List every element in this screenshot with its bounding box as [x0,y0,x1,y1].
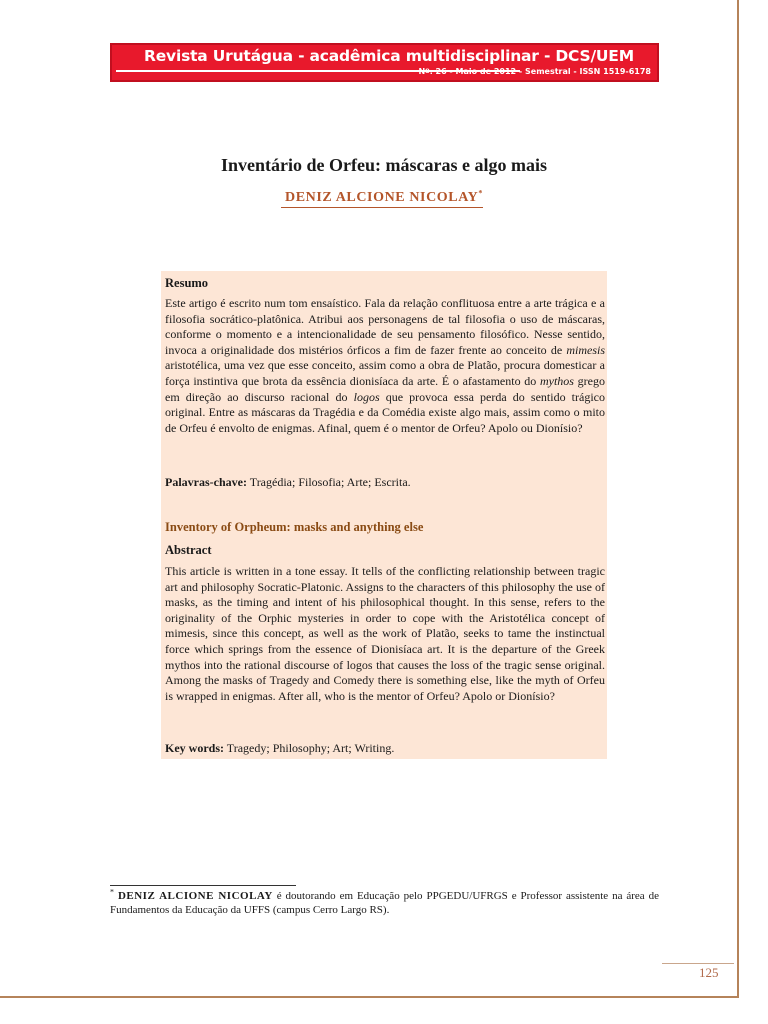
abstract-keywords-label: Key words: [165,741,224,755]
author-underline [281,207,483,208]
abstract-keywords [165,741,394,756]
english-title: Inventory of Orpheum: masks and anything else [165,520,424,534]
resumo-keywords [165,475,411,490]
abstract-body: This article is written in a tone essay. It tells of the conflicting relationship between tragic art and philosophy Socratic-Platonic. Assigns to the characters of this philosophy the use of masks, as the timing and intent of his philosophical thought. In this sense, refers to the originality of the Orphic mysteries in order to cope with the Aristotélica concept of mimesis, since this concept, as well as the work of Platão, seeks to tame the instinctual force which springs from the essence of Dionisíaca art. It is the departure of the Greek mythos into the rational discourse of logos that causes the loss of the tragic sense original. Among the masks of Tragedy and Comedy there is something else, like the myth of Orfeu is wrapped in enigmas. After all, who is the mentor of Orfeu? Apolo or Dionísio? [165,564,605,703]
article-title: Inventário de Orfeu: máscaras e algo mais [221,155,547,175]
resumo-keywords-value: Tragédia; Filosofia; Arte; Escrita. [249,475,411,489]
page-border-bottom [0,996,739,998]
resumo-keywords-label: Palavras-chave: [165,475,247,489]
resumo-body: Este artigo é escrito num tom ensaístico. Fala da relação conflituosa entre a arte trágica e a filosofia socrático-platônica. Atribui aos personagens de tal filosofia o uso de máscaras, conforme o momento e a intencionalidade de seu pensamento filosófico. Nesse sentido, invoca a originalidade dos mistérios órficos a fim de fazer frente ao conceito de mimesis aristotélica, uma vez que esse conceito, assim como a obra de Platão, procura domesticar a força instintiva que brota da essência dionisíaca da arte. É o afastamento do mythos grego em direção ao discurso racional do logos que provoca essa perda do sentido trágico original. Entre as máscaras da Tragédia e da Comédia existe algo mais, assim como o mito de Orfeu é envolto de enigmas. Afinal, quem é o mentor de Orfeu? Apolo ou Dionísio? [165,296,606,435]
author-footnote-mark: * [478,188,483,198]
footnote-author: DENIZ ALCIONE NICOLAY [117,890,273,902]
footnote-rule [110,885,296,886]
author-name-text: DENIZ ALCIONE NICOLAY [285,190,479,205]
footnote-text: é doutorando em Educação pelo PPGEDU/UFRGS e Professor assistente na área de Fundamentos da Educação da UFFS (campus Cerro Largo RS). [110,890,660,916]
abstract-heading: Abstract [165,543,212,557]
page-border-right [737,0,739,998]
footnote [110,889,659,917]
page-number-rule [662,963,734,964]
author-name [0,190,768,206]
page-number: 125 [699,965,719,980]
journal-title: Revista Urutágua - acadêmica multidisciplinar - DCS/UEM [144,47,634,65]
abstract-box [161,271,607,759]
resumo-heading: Resumo [165,276,209,290]
journal-banner [110,43,659,82]
footnote-mark: * [110,887,114,897]
abstract-keywords-value: Tragedy; Philosophy; Art; Writing. [226,741,395,755]
issue-info: Nº. 26 - Maio de 2012 - Semestral - ISSN 1519-6178 [418,67,651,76]
